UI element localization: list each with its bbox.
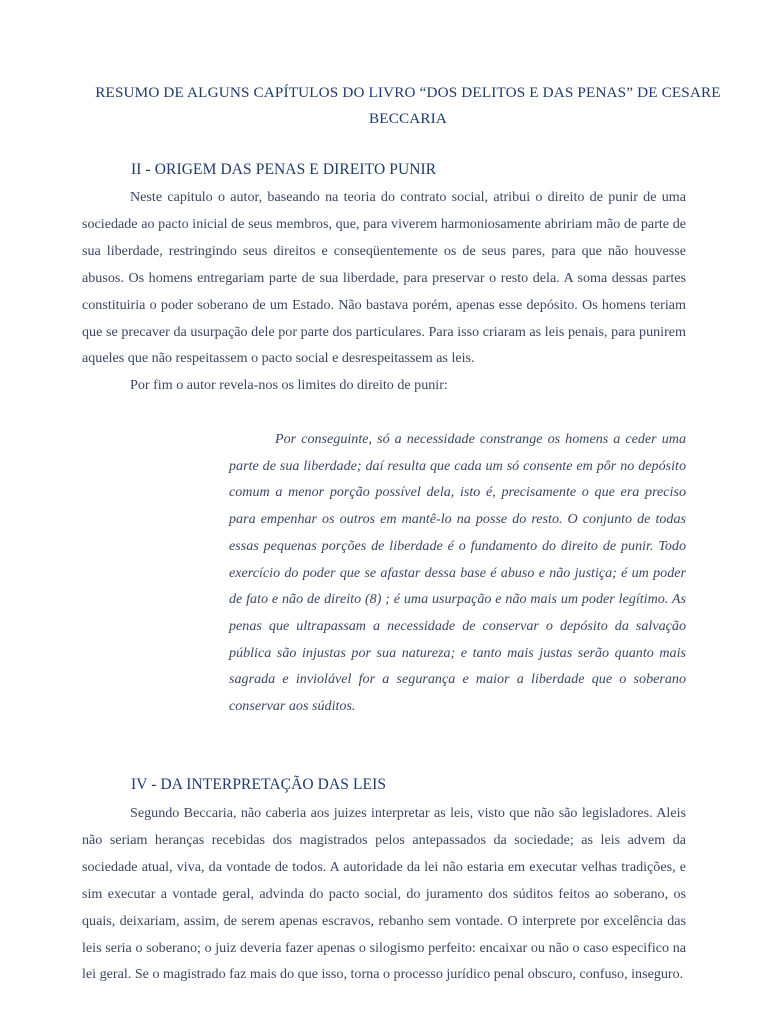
section1-paragraph-2: Por fim o autor revela-nos os limites do direito de punir: — [130, 377, 448, 394]
section-heading-interpretacao-das-leis: IV - DA INTERPRETAÇÃO DAS LEIS — [131, 776, 387, 793]
block-quote: Por conseguinte, só a necessidade constrange os homens a ceder uma parte de sua liberdade; daí resulta que cada um só consente em pôr no depósito comum a menor porção possível dela, isto é, precisamente o que era preciso para empenhar os outros em mantê-lo na posse do resto. O conjunto de todas essas pequenas porções de liberdade é o fundamento do direito de punir. Todo exercício do poder que se afastar dessa base é abuso e não justiça; é um poder de fato e não de direito (8) ; é uma usurpação e não mais um poder legítimo. As penas que ultrapassam a necessidade de conservar o depósito da salvação pública são injustas por sua natureza; e tanto mais justas serão quanto mais sagrada e inviolável for a segurança e maior a liberdade que o soberano conservar aos súditos. — [229, 431, 686, 715]
section1-paragraph-1: Neste capitulo o autor, baseando na teoria do contrato social, atribui o direito de punir de uma sociedade ao pacto inicial de seus membros, que, para viverem harmoniosamente abririam mão de parte de sua liberdade, restringindo seus direitos e conseqüentemente os de seus pares, para que não houvesse abusos. Os homens entregariam parte de sua liberdade, para preservar o resto dela. A soma dessas partes constituiria o poder soberano de um Estado. Não bastava porém, apenas esse depósito. Os homens teriam que se precaver da usurpação dele por parte dos particulares. Para isso criaram as leis penais, para punirem aqueles que não respeitassem o pacto social e desrespeitassem as leis. — [82, 189, 686, 367]
section-heading-origem-das-penas: II - ORIGEM DAS PENAS E DIREITO PUNIR — [131, 161, 437, 178]
section2-body — [82, 800, 686, 988]
document-title: RESUMO DE ALGUNS CAPÍTULOS DO LIVRO “DOS DELITOS E DAS PENAS” DE CESARE BECCARIA — [95, 84, 721, 127]
section1-body — [82, 184, 686, 399]
section2-paragraph-1: Segundo Beccaria, não caberia aos juizes interpretar as leis, visto que não são legisladores. Aleis não seriam heranças recebidas dos magistrados pelos antepassados da sociedade; as leis advem da sociedade atual, viva, da vontade de todos. A autoridade da lei não estaria em executar velhas tradições, e sim executar a vontade geral, advinda do pacto social, do juramento dos súditos feitos ao soberano, os quais, deixariam, assim, de serem apenas escravos, rebanho sem vontade. O interprete por excelência das leis seria o soberano; o juiz deveria fazer apenas o silogismo perfeito: encaixar ou não o caso especifico na lei geral. Se o magistrado faz mais do que isso, torna o processo jurídico penal obscuro, confuso, inseguro. — [82, 805, 686, 983]
